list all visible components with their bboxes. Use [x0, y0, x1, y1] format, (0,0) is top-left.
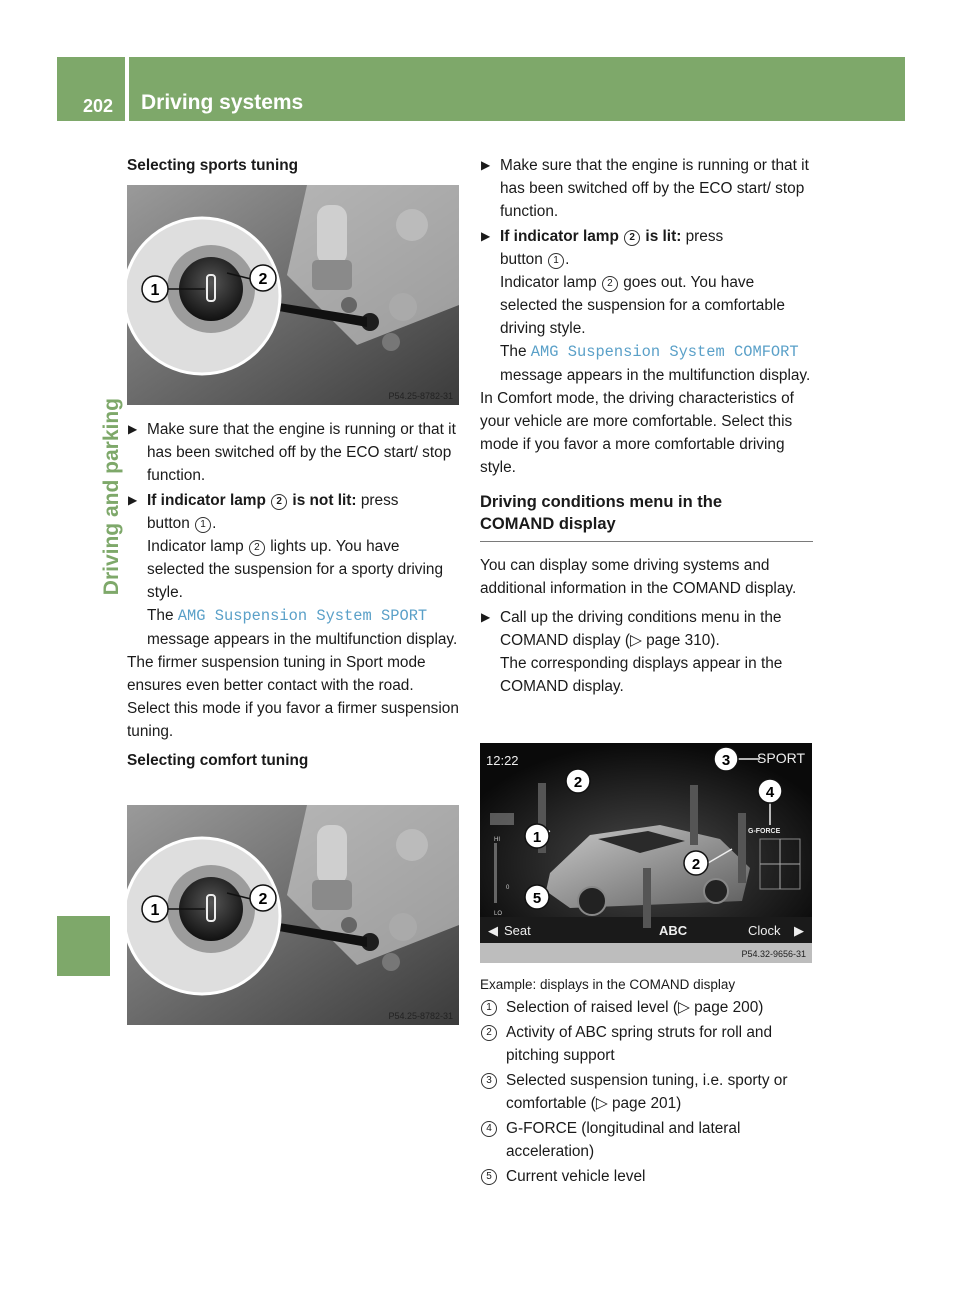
sport-message-code: AMG Suspension System SPORT: [177, 607, 428, 625]
side-tab-label: Driving and parking: [100, 398, 123, 596]
legend-list: [480, 996, 813, 1188]
screen-hi-label: HI: [494, 837, 500, 843]
callout-2: 2: [258, 271, 268, 288]
arrow-icon: ▶: [481, 610, 491, 624]
legend-number: 1: [481, 1000, 497, 1016]
page-ref-200[interactable]: page 200: [694, 999, 759, 1016]
callout-1: 1: [150, 902, 160, 919]
comfort-step-2: ▶ If indicator lamp 2 is lit: press button 1 . Indicator lamp 2 goes out. You have selected the suspension for a comfortable driving style. The AMG Suspension System COMFORT message appears in the multifunction display.: [480, 225, 813, 387]
callout-2-icon: 2: [602, 276, 618, 292]
left-column: [127, 154, 460, 177]
sport-step-2: ▶ If indicator lamp 2 is not lit: press button 1 . Indicator lamp 2 lights up. You have selected the suspension for a sporty driving style. The AMG Suspension System SPORT message appears in the multifunction display.: [127, 489, 460, 651]
section-heading-driving: Driving conditions menu in the COMAND display: [480, 493, 723, 533]
page-ref-201[interactable]: page 201: [611, 1095, 677, 1112]
legend-number: 5: [481, 1169, 497, 1185]
page-ref-310[interactable]: page 310: [646, 632, 711, 649]
screen-callout-2b: 2: [691, 856, 701, 873]
screen-callout-2a: 2: [573, 774, 583, 791]
comfort-paragraph: In Comfort mode, the driving characteristics of your vehicle are more comfortable. Select this mode if you favor a more comfortable driving style.: [480, 390, 794, 476]
screen-callout-5: 5: [532, 890, 542, 907]
page-ref-arrow-icon: ▷: [595, 1095, 608, 1112]
callout-2: 2: [258, 891, 268, 908]
callout-2-icon: 2: [624, 230, 640, 246]
nav-right-arrow-icon: ▶: [794, 923, 804, 938]
sport-paragraph: The firmer suspension tuning in Sport mode ensures even better contact with the road. Select this mode if you favor a firmer suspension tuning.: [127, 654, 459, 740]
legend-item: 4 G-FORCE (longitudinal and lateral acceleration): [480, 1117, 813, 1163]
screen-time: 12:22: [486, 753, 519, 768]
right-column: [480, 154, 813, 698]
photo-code: P54.25-8782-31: [388, 391, 453, 401]
screen-callout-3: 3: [721, 752, 731, 769]
comfort-step-1: ▶ Make sure that the engine is running or that it has been switched off by the ECO start/ stop function.: [480, 154, 813, 223]
driving-step: ▶ Call up the driving conditions menu in the COMAND display (▷ page 310). The corresponding displays appear in the COMAND display.: [480, 606, 813, 698]
callout-2-icon: 2: [271, 494, 287, 510]
legend-number: 3: [481, 1073, 497, 1089]
section-heading-sports: Selecting sports tuning: [127, 157, 299, 174]
photo-sport-tuning: [127, 185, 459, 405]
heading-rule: [480, 541, 813, 542]
section-heading-comfort: Selecting comfort tuning: [127, 752, 309, 769]
screen-nav-seat[interactable]: Seat: [504, 923, 531, 938]
callout-2-icon: 2: [249, 540, 265, 556]
nav-left-arrow-icon: ◀: [488, 923, 498, 938]
screen-nav-abc[interactable]: ABC: [659, 923, 688, 938]
header-separator: [125, 57, 129, 121]
comand-screen: [480, 743, 812, 963]
legend-item: 2 Activity of ABC spring struts for roll and pitching support: [480, 1021, 813, 1067]
side-block: [57, 916, 110, 976]
screen-mode: SPORT: [757, 750, 805, 766]
page-ref-arrow-icon: ▷: [630, 632, 642, 649]
arrow-icon: ▶: [481, 229, 491, 243]
screen-callout-1: 1: [532, 829, 542, 846]
page-ref-arrow-icon: ▷: [677, 999, 690, 1016]
photo-comfort-tuning: [127, 805, 459, 1025]
page-number: 202: [83, 96, 114, 116]
legend-number: 4: [481, 1121, 497, 1137]
comfort-message-code: AMG Suspension System COMFORT: [530, 343, 799, 361]
driving-intro: You can display some driving systems and additional information in the COMAND display.: [480, 557, 797, 597]
callout-1-icon: 1: [548, 253, 564, 269]
callout-1: 1: [150, 282, 160, 299]
arrow-icon: ▶: [128, 422, 138, 436]
arrow-icon: ▶: [128, 493, 138, 507]
console-illustration: [127, 805, 459, 1025]
screen-gforce-label: G-FORCE: [748, 828, 781, 835]
photo-code: P54.32-9656-31: [741, 949, 806, 959]
chapter-title: Driving systems: [141, 91, 304, 114]
legend-item: 3 Selected suspension tuning, i.e. sporty or comfortable (▷ page 201): [480, 1069, 813, 1115]
sport-step-1: ▶ Make sure that the engine is running or that it has been switched off by the ECO start/ stop function.: [127, 418, 460, 487]
screen-nav-clock[interactable]: Clock: [748, 923, 781, 938]
figure-caption: Example: displays in the COMAND display: [480, 977, 736, 992]
screen-zero-label: 0: [506, 885, 510, 891]
legend-item: 1 Selection of raised level (▷ page 200): [480, 996, 813, 1019]
console-illustration: [127, 185, 459, 405]
legend-number: 2: [481, 1025, 497, 1041]
legend-section: [480, 973, 813, 1188]
legend-item: 5 Current vehicle level: [480, 1165, 813, 1188]
arrow-icon: ▶: [481, 158, 491, 172]
callout-1-icon: 1: [195, 517, 211, 533]
sport-instructions: [127, 418, 460, 772]
screen-lo-label: LO: [494, 911, 503, 917]
side-tab: [84, 128, 124, 596]
photo-code: P54.25-8782-31: [388, 1011, 453, 1021]
comand-display-image: [480, 743, 812, 963]
screen-callout-4: 4: [765, 784, 775, 801]
